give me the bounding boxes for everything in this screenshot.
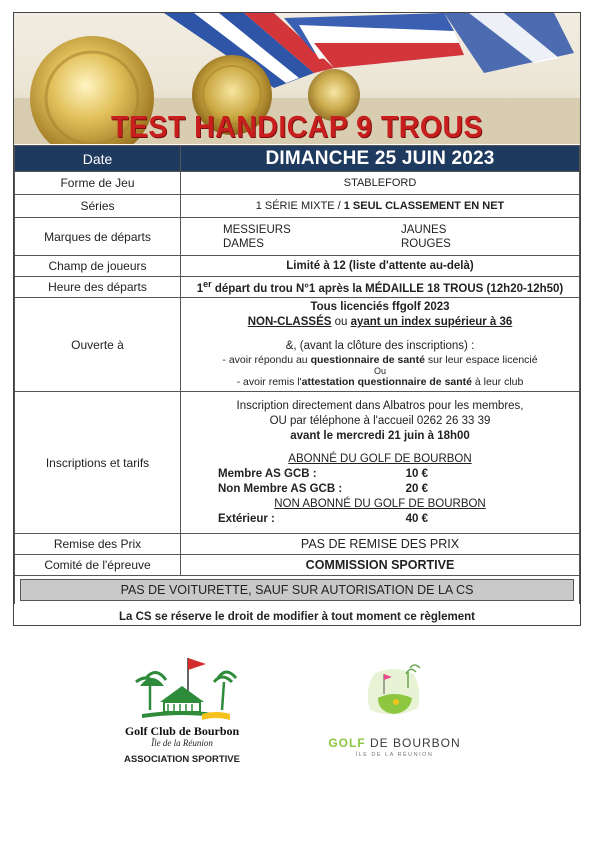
exterieur-price: 40 € xyxy=(405,512,428,525)
inscriptions-value xyxy=(181,392,580,534)
row-voiturette xyxy=(15,576,580,605)
gdb-sub: ÎLE DE LA RÉUNION xyxy=(355,752,434,758)
remise-value: PAS DE REMISE DES PRIX xyxy=(181,534,580,555)
voiturette-cell xyxy=(15,576,580,605)
ouverte-line1: Tous licenciés ffgolf 2023 xyxy=(310,301,450,313)
heure-value xyxy=(181,277,580,298)
regulation-sheet xyxy=(13,12,581,626)
tee-jaunes: JAUNES xyxy=(401,223,447,236)
ouverte-line2: NON-CLASSÉS ou ayant un index supérieur à 36 xyxy=(247,316,513,328)
membre-label: Membre AS GCB : xyxy=(218,467,317,480)
abonne-prices xyxy=(181,467,579,497)
row-inscriptions xyxy=(15,392,580,534)
gdb-name: GOLF DE BOURBON xyxy=(328,736,461,750)
inscr-line3: avant le mercredi 21 juin à 18h00 xyxy=(290,429,470,442)
gcb-sub: Île de la Réunion xyxy=(151,738,213,748)
comite-value: COMMISSION SPORTIVE xyxy=(181,555,580,576)
clubhouse-palm-icon xyxy=(122,652,242,724)
marques-value xyxy=(181,218,580,256)
ouverte-label: Ouverte à xyxy=(15,298,181,392)
abonne-heading: ABONNÉ DU GOLF DE BOURBON xyxy=(288,452,472,465)
heure-label: Heure des départs xyxy=(15,277,181,298)
voiturette-notice: PAS DE VOITURETTE, SAUF SUR AUTORISATION DE LA CS xyxy=(20,579,574,601)
series-value xyxy=(181,195,580,218)
row-remise xyxy=(15,534,580,555)
regulation-table xyxy=(14,145,580,604)
forme-label: Forme de Jeu xyxy=(15,172,181,195)
nonmembre-price: 20 € xyxy=(405,482,428,495)
gcb-name: Golf Club de Bourbon xyxy=(124,724,240,738)
series-label: Séries xyxy=(15,195,181,218)
nonabonne-heading: NON ABONNÉ DU GOLF DE BOURBON xyxy=(274,497,486,510)
row-date xyxy=(15,146,580,172)
nonmembre-label: Non Membre AS GCB : xyxy=(218,482,343,495)
ouverte-line3: &, (avant la clôture des inscriptions) : xyxy=(285,340,475,352)
row-heure xyxy=(15,277,580,298)
tee-dames: DAMES xyxy=(223,237,264,250)
row-series xyxy=(15,195,580,218)
medal-banner xyxy=(14,13,580,144)
heure-text: départ du trou N°1 après la MÉDAILLE 18 TROUS (12h20-12h50) xyxy=(211,282,564,295)
heure-num: 1 xyxy=(196,282,204,295)
page-title: TEST HANDICAP 9 TROUS xyxy=(110,109,483,144)
date-value: DIMANCHE 25 JUIN 2023 xyxy=(181,146,580,172)
row-forme xyxy=(15,172,580,195)
champ-value: Limité à 12 (liste d'attente au-delà) xyxy=(181,256,580,277)
heure-sup: er xyxy=(203,279,212,290)
gcb-assoc: ASSOCIATION SPORTIVE xyxy=(124,754,240,765)
row-marques xyxy=(15,218,580,256)
inscr-line2: OU par téléphone à l'accueil 0262 26 33 39 xyxy=(269,414,491,427)
ouverte-line5: Ou xyxy=(373,366,386,376)
date-label: Date xyxy=(15,146,181,172)
marques-label: Marques de départs xyxy=(15,218,181,256)
remise-label: Remise des Prix xyxy=(15,534,181,555)
nonabonne-prices xyxy=(181,512,579,527)
exterieur-label: Extérieur : xyxy=(218,512,275,525)
forme-value: STABLEFORD xyxy=(181,172,580,195)
membre-price: 10 € xyxy=(405,467,428,480)
ouverte-value xyxy=(181,298,580,392)
series-part1: 1 SÉRIE MIXTE / xyxy=(255,200,344,212)
logo-golf-de-bourbon xyxy=(322,660,467,760)
logo-golf-club-bourbon xyxy=(122,652,242,772)
champ-label: Champ de joueurs xyxy=(15,256,181,277)
inscriptions-label: Inscriptions et tarifs xyxy=(15,392,181,534)
ouverte-line6: - avoir remis l'attestation questionnaire de santé à leur club xyxy=(236,376,524,388)
inscr-line1: Inscription directement dans Albatros pour les membres, xyxy=(236,399,524,412)
series-part2: 1 SEUL CLASSEMENT EN NET xyxy=(343,200,505,212)
tee-rouges: ROUGES xyxy=(401,237,451,250)
comite-label: Comité de l'épreuve xyxy=(15,555,181,576)
row-comite xyxy=(15,555,580,576)
footnote: La CS se réserve le droit de modifier à tout moment ce règlement xyxy=(119,611,475,623)
tee-marks xyxy=(181,223,579,251)
row-ouverte xyxy=(15,298,580,392)
row-champ xyxy=(15,256,580,277)
golf-course-icon xyxy=(322,660,467,730)
ouverte-line4: - avoir répondu au questionnaire de santé sur leur espace licencié xyxy=(222,354,538,366)
tee-messieurs: MESSIEURS xyxy=(223,223,291,236)
